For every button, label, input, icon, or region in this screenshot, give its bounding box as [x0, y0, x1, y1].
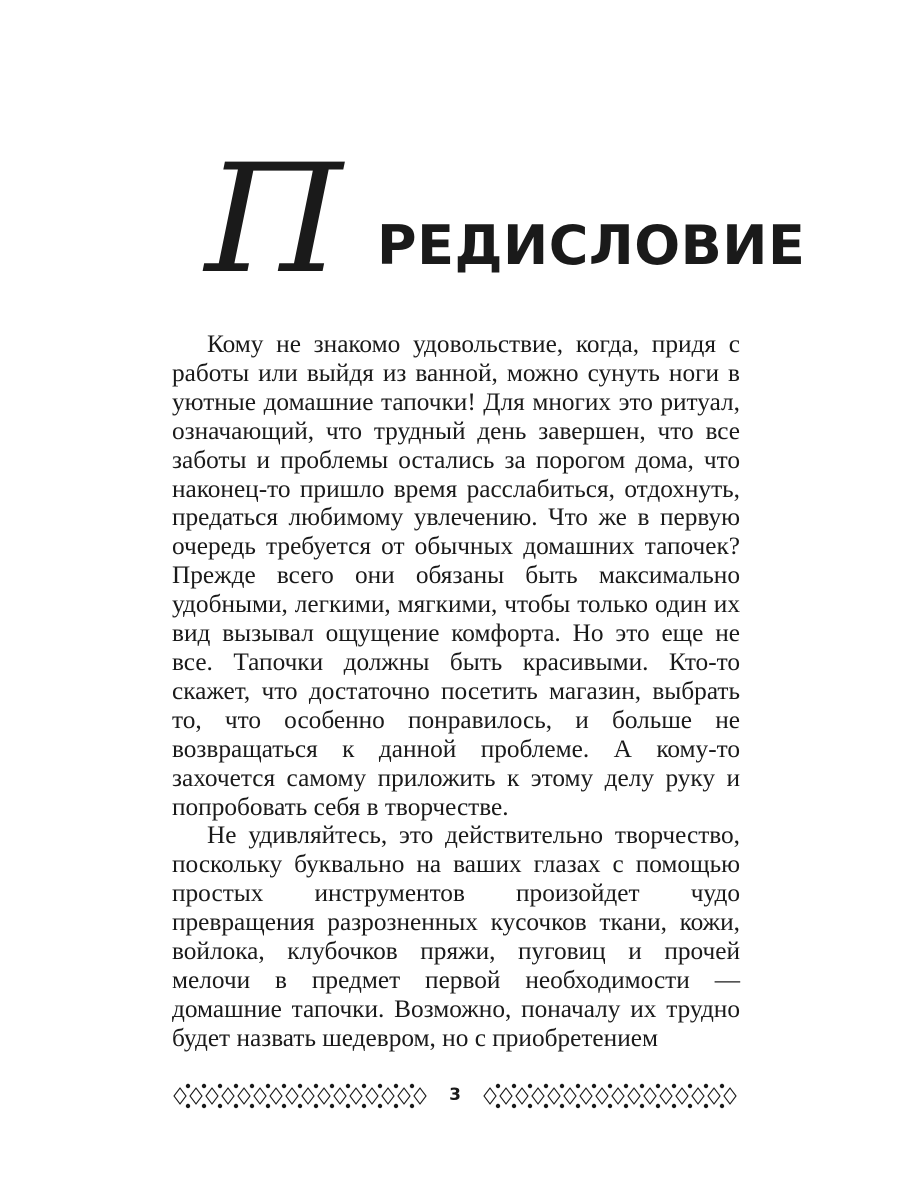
- page-number: 3: [449, 1085, 461, 1105]
- title-drop-cap: П: [205, 133, 343, 307]
- ornament-right-icon: [480, 1078, 740, 1114]
- paragraph: Кому не знакомо удовольствие, когда, придя с работы или выйдя из ванной, можно сунуть ноги в уютные домашние тапочки! Для многих это ритуал, означающий, что трудный день завершен, что все заботы и проблемы остались за порогом дома, что наконец-то пришло время расслабиться, отдохнуть, предаться любимому увлечению. Что же в первую очередь требуется от обычных домашних тапочек? Прежде всего они обязаны быть максимально удобными, легкими, мягкими, чтобы только один их вид вызывал ощущение комфорта. Но это еще не все. Тапочки должны быть красивыми. Кто-то скажет, что достаточно посетить магазин, выбрать то, что особенно понравилось, и больше не возвращаться к данной проблеме. А кому-то захочется самому приложить к этому делу руку и попробовать себя в творчестве.: [172, 330, 740, 821]
- paragraph: Не удивляйтесь, это действительно творчество, поскольку буквально на ваших глазах с помощью простых инструментов произойдет чудо превращения разрозненных кусочков ткани, кожи, войлока, клубочков пряжи, пуговиц и прочей мелочи в предмет первой необходимости — домашние тапочки. Возможно, поначалу их трудно будет назвать шедевром, но с приобретением: [172, 821, 740, 1052]
- page-footer: [170, 1078, 740, 1114]
- title-text: РЕДИСЛОВИЕ: [377, 214, 806, 277]
- ornament-left-icon: [170, 1078, 430, 1114]
- chapter-title: [205, 133, 806, 307]
- body-text: [172, 330, 740, 1053]
